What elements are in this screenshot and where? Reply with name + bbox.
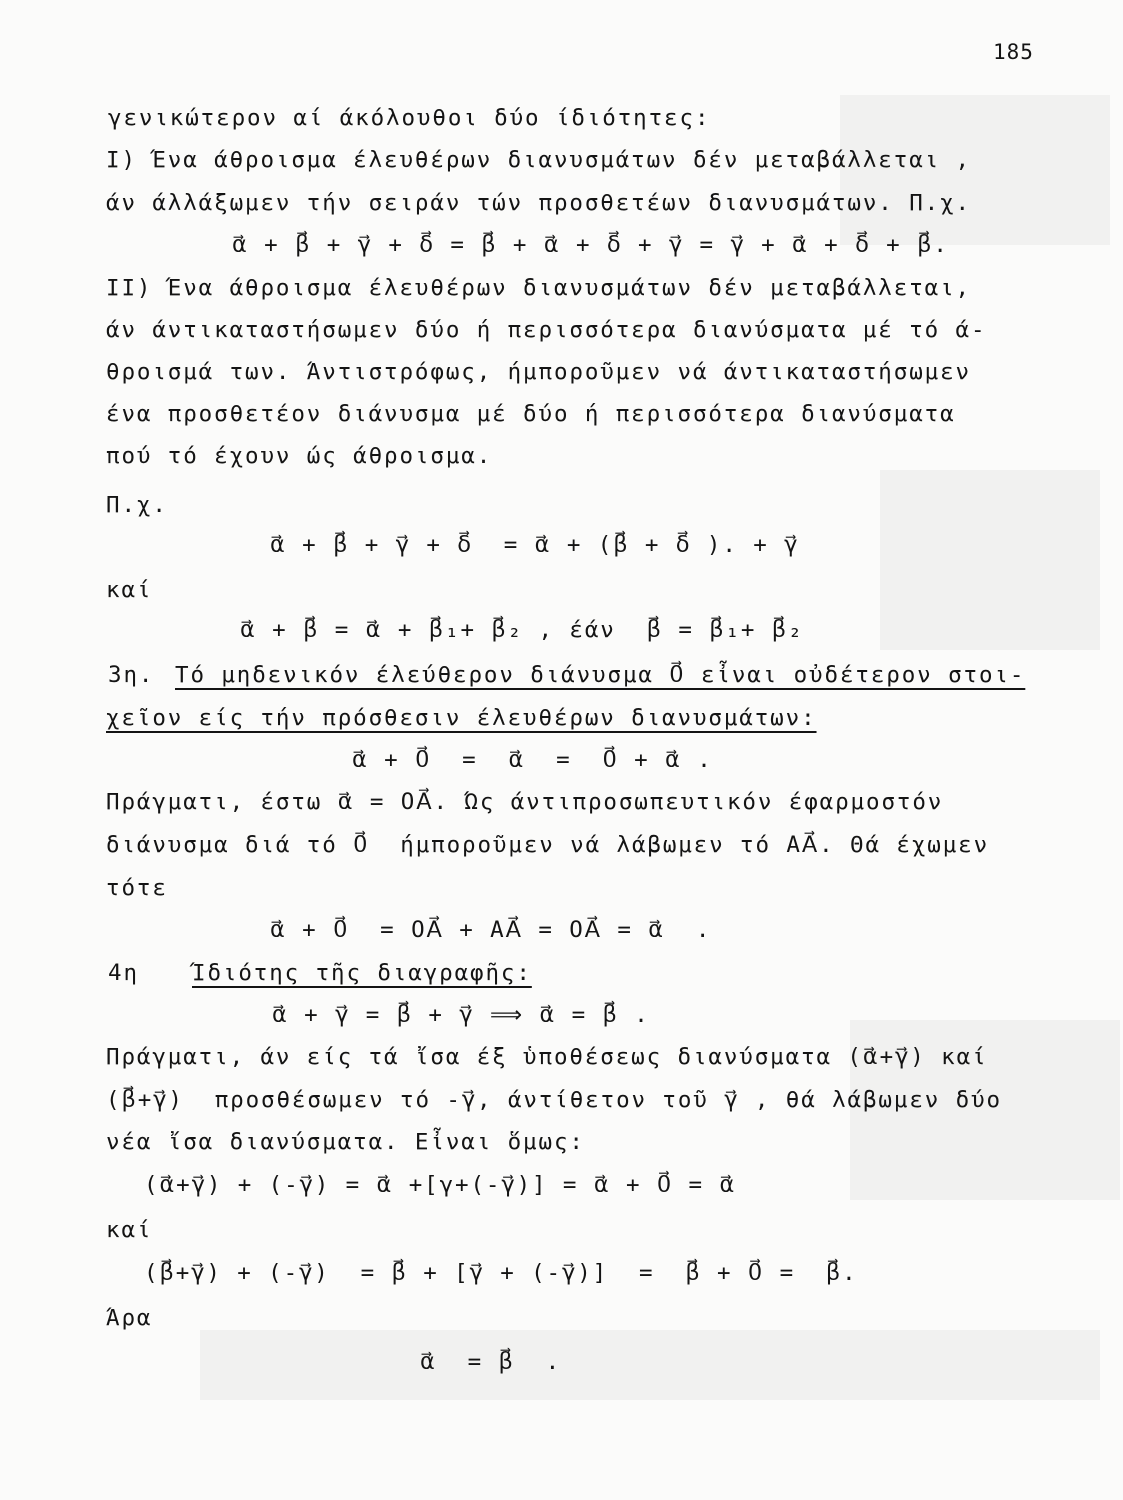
equation-line: α⃗ = β⃗ . — [420, 1349, 562, 1375]
text-line: (β⃗+γ⃗) προσθέσωμεν τό -γ⃗, άντίθετον τοῦ γ⃗ , θά λάβωμεν δύο — [106, 1087, 1002, 1113]
bleed-through-shadow — [200, 1330, 1100, 1400]
text-line: άν άλλάξωμεν τήν σειράν τών προσθετέων διανυσμάτων. Π.χ. — [106, 190, 971, 216]
item-number: 4η — [108, 960, 139, 986]
item-number: 3η. — [108, 662, 155, 688]
text-line: θροισμά των. Άντιστρόφως, ήμποροῦμεν νά άντικαταστήσωμεν — [106, 359, 971, 385]
conjunction-line: καί — [106, 577, 153, 603]
property-three-heading: χεῖον είς τήν πρόσθεσιν έλευθέρων διανυσμάτων: — [106, 705, 817, 731]
property-two-line: ΙΙ) Ένα άθροισμα έλευθέρων διανυσμάτων δέν μεταβάλλεται, — [106, 275, 971, 301]
equation-line: α⃗ + 0⃗ = α⃗ = 0⃗ + α⃗ . — [352, 747, 713, 773]
text-line: Πράγματι, έστω α⃗ = OA⃗. Ώς άντιπροσωπευτικόν έφαρμοστόν — [106, 789, 944, 815]
page-number: 185 — [993, 40, 1034, 64]
equation-line: α⃗ + β⃗ + γ⃗ + δ⃗ = α⃗ + (β⃗ + δ⃗ ). + γ⃗ — [270, 532, 800, 558]
property-three-heading: Τό μηδενικόν έλεύθερον διάνυσμα 0⃗ εἶναι οὐδέτερον στοι- — [175, 662, 1026, 688]
bleed-through-shadow — [880, 470, 1100, 650]
text-line: πού τό έχουν ώς άθροισμα. — [106, 443, 493, 469]
conclusion-label: Άρα — [106, 1305, 153, 1331]
conjunction-line: καί — [106, 1217, 153, 1243]
equation-line: α⃗ + β⃗ = α⃗ + β⃗₁+ β⃗₂ , έάν β⃗ = β⃗₁+ β⃗₂ — [240, 617, 804, 643]
text-line: γενικώτερον αί άκόλουθοι δύο ίδιότητες: — [108, 105, 711, 131]
text-line: ένα προσθετέον διάνυσμα μέ δύο ή περισσότερα διανύσματα — [106, 401, 956, 427]
text-line: νέα ἴσα διανύσματα. Εἶναι ὅμως: — [106, 1129, 585, 1155]
text-line: άν άντικαταστήσωμεν δύο ή περισσότερα διανύσματα μέ τό ά- — [106, 317, 987, 343]
equation-line: α⃗ + β⃗ + γ⃗ + δ⃗ = β⃗ + α⃗ + δ⃗ + γ⃗ = γ⃗ + α⃗ + δ⃗ + β⃗. — [232, 232, 949, 258]
text-line: διάνυσμα διά τό 0⃗ ήμποροῦμεν νά λάβωμεν τό AA⃗. Θά έχωμεν — [106, 832, 990, 858]
example-label: Π.χ. — [106, 492, 168, 518]
equation-line: α⃗ + 0⃗ = OA⃗ + AA⃗ = OA⃗ = α⃗ . — [270, 917, 712, 943]
property-one-line: Ι) Ένα άθροισμα έλευθέρων διανυσμάτων δέν μεταβάλλεται , — [106, 147, 971, 173]
property-four-heading: Ίδιότης τῆς διαγραφῆς: — [192, 960, 532, 986]
text-line: τότε — [106, 875, 168, 901]
text-line: Πράγματι, άν είς τά ἴσα έξ ὑποθέσεως διανύσματα (α⃗+γ⃗) καί — [106, 1044, 988, 1070]
equation-line: (α⃗+γ⃗) + (-γ⃗) = α⃗ +[γ+(-γ⃗)] = α⃗ + 0⃗ = α⃗ — [144, 1172, 737, 1198]
equation-line: α⃗ + γ⃗ = β⃗ + γ⃗ ⟹ α⃗ = β⃗ . — [272, 1002, 650, 1028]
equation-line: (β⃗+γ⃗) + (-γ⃗) = β⃗ + [γ⃗ + (-γ⃗)] = β⃗ + 0⃗ = β⃗. — [144, 1260, 858, 1286]
